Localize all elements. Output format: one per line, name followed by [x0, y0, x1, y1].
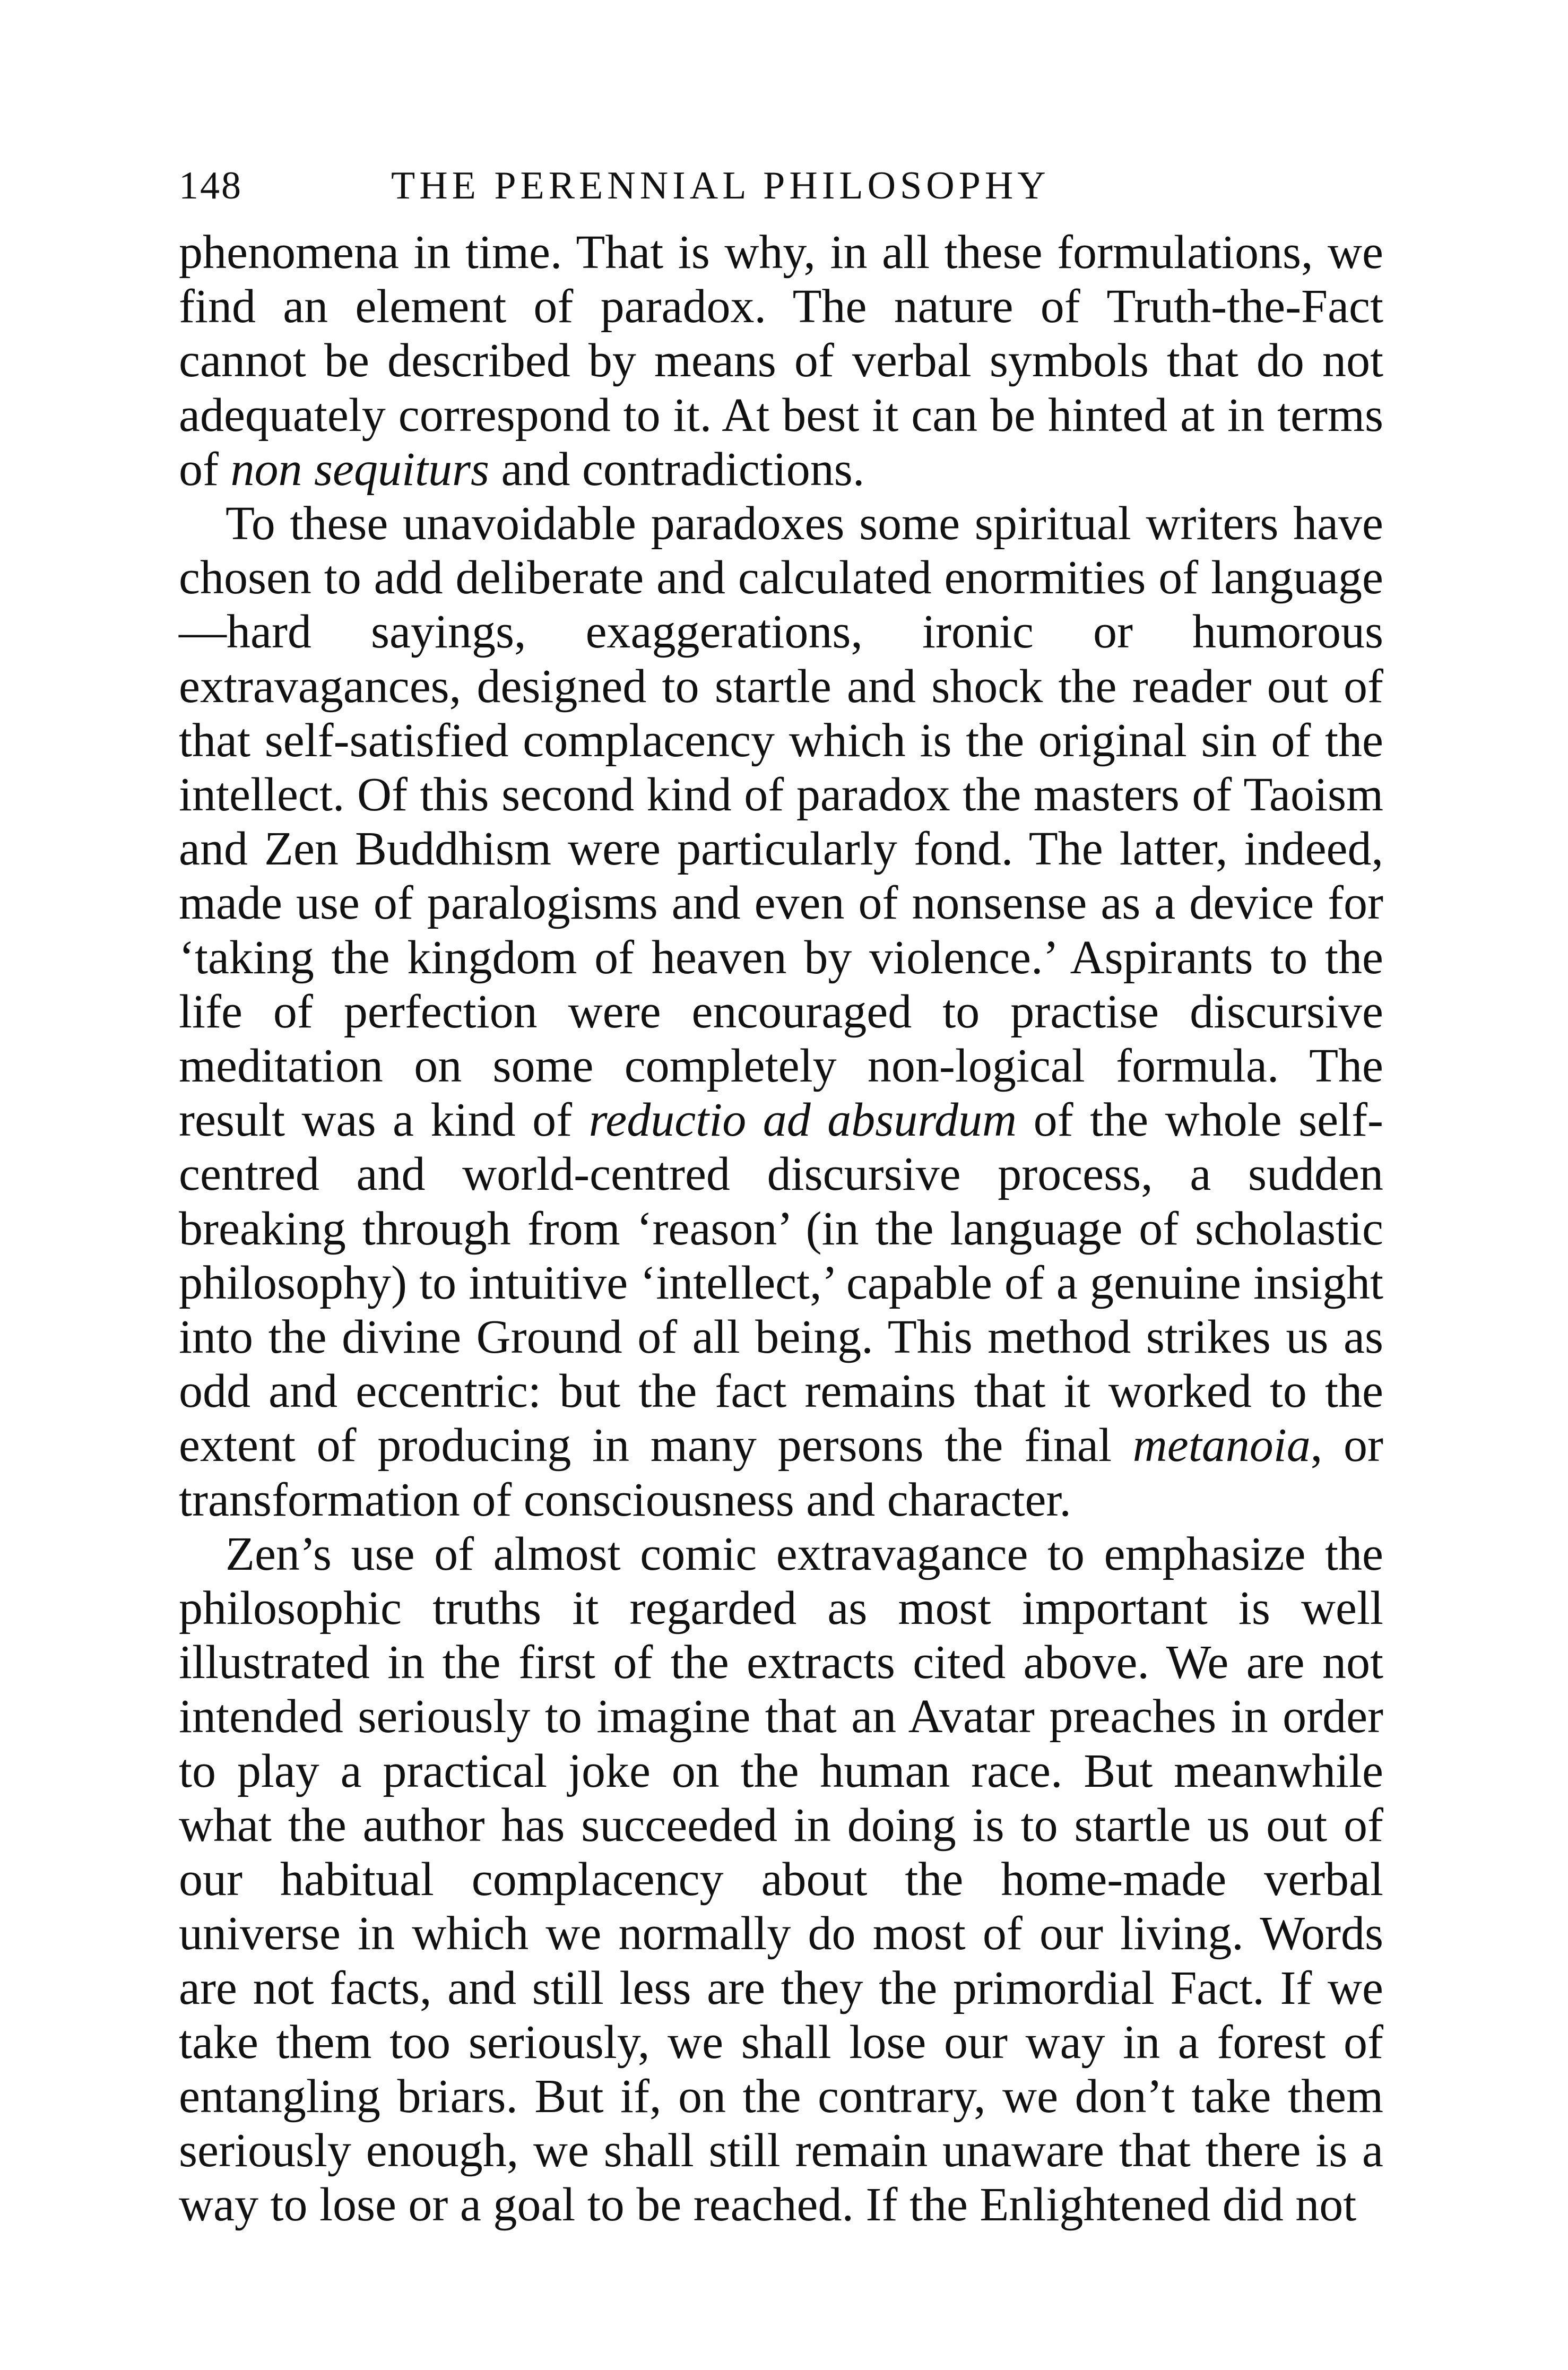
- text-span: of the whole self-centred and world-centred discursive process, a sudden breaking through from ‘reason’ (in the language of scholastic philosophy) to intuitive ‘intellect,’ capable of a genuine insight into the divine Ground of all being. This method strikes us as odd and eccentric: but the fact remains that it worked to the extent of producing in many persons the final: [179, 1094, 1384, 1472]
- text-span: and contradictions.: [489, 443, 865, 496]
- text-span: , or transformation of consciousness and character.: [179, 1419, 1383, 1526]
- running-head: [179, 154, 1383, 218]
- body-text: [179, 226, 1383, 2233]
- text-span: phenomena in time. That is why, in all these formulations, we find an element of paradox. The nature of Truth-the-Fact cannot be described by means of verbal symbols that do not adequately correspond to it. At best it can be hinted at in terms of: [179, 226, 1383, 496]
- paragraph-1: [179, 226, 1383, 497]
- italic-span: metanoia: [1132, 1419, 1311, 1472]
- italic-span: reductio ad absurdum: [588, 1094, 1017, 1147]
- paragraph-2: [179, 497, 1383, 1527]
- book-title: THE PERENNIAL PHILOSOPHY: [391, 164, 1050, 207]
- paragraph-3: [179, 1527, 1383, 2233]
- text-span: To these unavoidable paradoxes some spiritual writers have chosen to add deliberate and calculated enormities of language —hard sayings, exaggerations, ironic or humorous extravagances, designed to startle and shock the reader out of that self-satisfied complacency which is the original sin of the intellect. Of this second kind of paradox the masters of Taoism and Zen Buddhism were particularly fond. The latter, indeed, made use of paralogisms and even of nonsense as a device for ‘taking the kingdom of heaven by violence.’ Aspirants to the life of perfection were encouraged to practise discursive meditation on some completely non-logical formula. The result was a kind of: [179, 497, 1383, 1147]
- text-span: Zen’s use of almost comic extravagance to emphasize the philosophic truths it regarded as most important is well illustrated in the first of the extracts cited above. We are not intended seriously to imagine that an Avatar preaches in order to play a practical joke on the human race. But meanwhile what the author has succeeded in doing is to startle us out of our habitual complacency about the home-made verbal universe in which we normally do most of our living. Words are not facts, and still less are they the primordial Fact. If we take them too seriously, we shall lose our way in a forest of entangling briars. But if, on the contrary, we don’t take them seriously enough, we shall still remain unaware that there is a way to lose or a goal to be reached. If the Enlightened did not: [179, 1527, 1383, 2231]
- page-number: 148: [179, 164, 242, 207]
- italic-span: non sequiturs: [230, 443, 490, 496]
